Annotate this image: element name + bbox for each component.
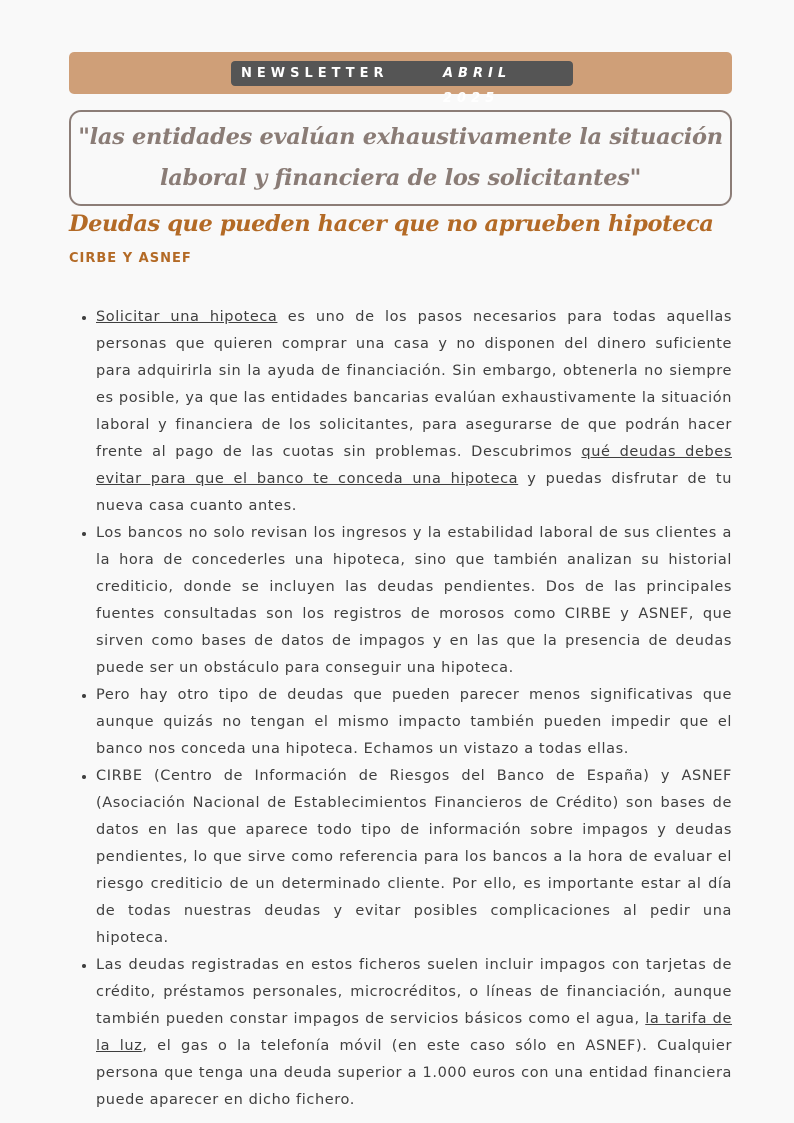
paragraph-text: CIRBE (Centro de Información de Riesgos del Banco de España) y ASNEF (Asociación Nacional de Establecimientos Financieros de Crédito) son bases de datos en las que aparece todo tipo de información sobre impagos y deudas pendientes, lo que sirve como referencia para los bancos a la hora de evaluar el riesgo crediticio de un determinado cliente. Por ello, es importante estar al día de todas nuestras deudas y evitar posibles complicaciones al pedir una hipoteca. [96, 768, 732, 946]
article-subheadline: CIRBE Y ASNEF [69, 251, 192, 266]
que-deudas-evitar-link[interactable]: qué deudas debes evitar para que el banco te conceda una hipoteca [96, 444, 732, 487]
paragraph-text: es uno de los pasos necesarios para todas aquellas personas que quieren comprar una casa y no disponen del dinero suficiente para adquirirla sin la ayuda de financiación. Sin embargo, obtenerla no siempre es posible, ya que las entidades bancarias evalúan exhaustivamente la situación laboral y financiera de los solicitantes, para asegurarse de que podrán hacer frente al pago de las cuotas sin problemas. Descubrimos [96, 309, 733, 460]
list-item [96, 763, 732, 952]
paragraph-text: y puedas disfrutar de tu nueva casa cuanto antes. [96, 471, 732, 514]
list-item [96, 304, 732, 520]
newsletter-label: NEWSLETTER [241, 66, 389, 81]
list-item [96, 952, 732, 1114]
banner-pill [231, 61, 573, 106]
newsletter-banner [69, 52, 732, 106]
paragraph-text: Los bancos no solo revisan los ingresos y la estabilidad laboral de sus clientes a la hora de concederles una hipoteca, sino que también analizan su historial crediticio, donde se incluyen las deudas pendientes. Dos de las principales fuentes consultadas son los registros de morosos como CIRBE y ASNEF, que sirven como bases de datos de impagos y en las que la presencia de deudas puede ser un obstáculo para conseguir una hipoteca. [96, 525, 732, 676]
list-item [96, 520, 732, 682]
solicitar-hipoteca-link[interactable]: Solicitar una hipoteca [96, 309, 278, 325]
article-body-list [69, 304, 732, 1114]
list-item [96, 682, 732, 763]
issue-date: ABRIL 2025 [443, 66, 512, 106]
paragraph-text: Pero hay otro tipo de deudas que pueden parecer menos significativas que aunque quizás no tengan el mismo impacto también pueden impedir que el banco nos conceda una hipoteca. Echamos un vistazo a todas ellas. [96, 687, 732, 757]
pull-quote-box [69, 110, 732, 206]
pull-quote: "las entidades evalúan exhaustivamente la situación laboral y financiera de los solicitantes" [78, 124, 723, 191]
tarifa-luz-link[interactable]: la tarifa de la luz [96, 1011, 732, 1054]
paragraph-text: Las deudas registradas en estos ficheros suelen incluir impagos con tarjetas de crédito, préstamos personales, microcréditos, o líneas de financiación, aunque también pueden constar impagos de servicios básicos como el agua, [96, 957, 732, 1027]
article-headline: Deudas que pueden hacer que no aprueben hipoteca [69, 211, 714, 237]
paragraph-text: , el gas o la telefonía móvil (en este caso sólo en ASNEF). Cualquier persona que tenga una deuda superior a 1.000 euros con una entidad financiera puede aparecer en dicho fichero. [96, 1038, 732, 1108]
